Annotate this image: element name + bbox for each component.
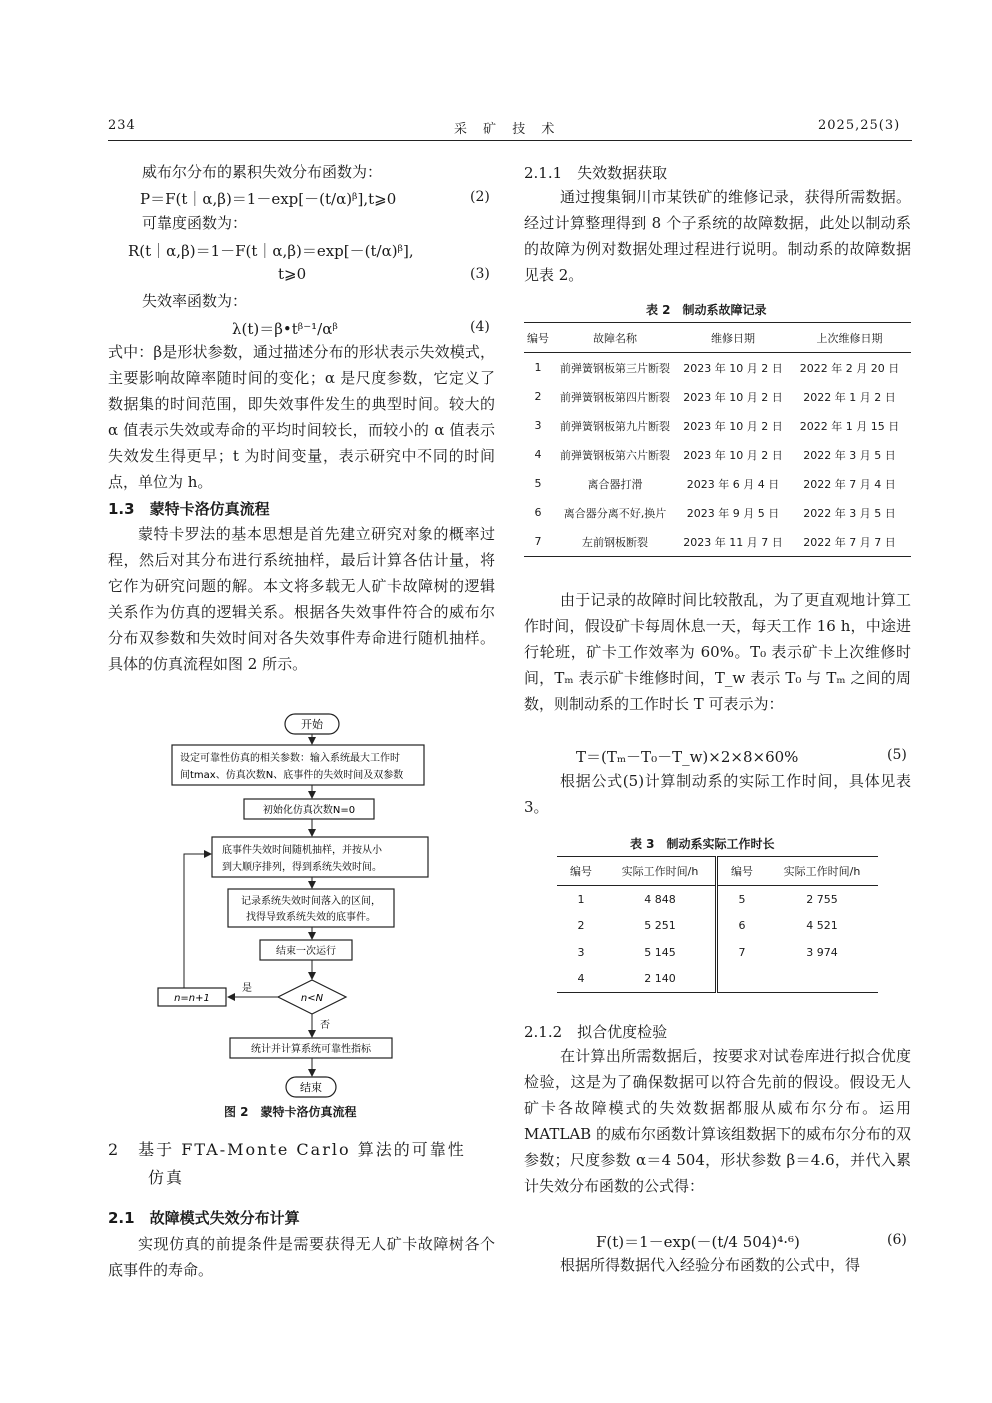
table-2-caption: 表 2 制动系故障记录 bbox=[646, 303, 767, 317]
init-counter-label: 初始化仿真次数N=0 bbox=[262, 805, 356, 816]
cell-fault: 前弹簧钢板第九片断裂 bbox=[560, 419, 670, 433]
equation-3-number: (3) bbox=[470, 266, 490, 282]
equation-2-number: (2) bbox=[470, 189, 490, 205]
section-2-1-1-heading: 2.1.1 失效数据获取 bbox=[524, 164, 668, 182]
failure-rate-lead: 失效率函数为： bbox=[142, 292, 248, 310]
table-row bbox=[557, 966, 878, 993]
table-header-row bbox=[524, 323, 911, 353]
cell-id-2 bbox=[717, 966, 767, 993]
col-repair-date: 维修日期 bbox=[678, 323, 788, 353]
cell-id-2: 5 bbox=[738, 892, 746, 906]
brake-failure-table bbox=[524, 322, 911, 557]
cell-id: 6 bbox=[534, 506, 542, 519]
cell-last-date: 2022 年 3 月 5 日 bbox=[803, 506, 896, 520]
no-label: 否 bbox=[320, 1020, 330, 1031]
cell-date: 2023 年 10 月 2 日 bbox=[683, 361, 783, 375]
col-last-repair-date: 上次维修日期 bbox=[788, 323, 911, 353]
cell-id-2: 6 bbox=[738, 919, 746, 933]
set-parameters-line2: 间tmax、仿真次数N、底事件的失效时间及双参数 bbox=[180, 770, 404, 781]
cell-last-date: 2022 年 7 月 7 日 bbox=[803, 535, 896, 549]
equation-5-number: (5) bbox=[887, 747, 907, 763]
equation-3-line2: t⩾0 bbox=[278, 265, 307, 283]
table-row bbox=[524, 527, 911, 557]
table-row bbox=[524, 411, 911, 440]
table-row bbox=[524, 440, 911, 469]
cell-hours: 4 848 bbox=[605, 886, 717, 913]
section-1-3-heading: 1.3 蒙特卡洛仿真流程 bbox=[108, 500, 270, 518]
yes-label: 是 bbox=[242, 983, 252, 994]
equation-5: T＝(Tₘ－T₀－T_w)×2×8×60% bbox=[576, 748, 799, 766]
section-2-heading-line2: 仿真 bbox=[148, 1168, 185, 1187]
monte-carlo-paragraph: 蒙特卡罗法的基本思想是首先建立研究对象的概率过程，然后对其分布进行系统抽样，最后计算各估计量，将它作为研究问题的解。本文将多载无人矿卡故障树的逻辑关系作为仿真的逻辑关系。根据各失效事件符合的威布尔分布双参数和失效时间对各失效事件寿命进行随机抽样。具体的仿真流程如图 2 所示。 bbox=[108, 525, 495, 673]
cell-date: 2023 年 9 月 5 日 bbox=[686, 506, 780, 520]
cell-id: 2 bbox=[534, 390, 542, 403]
section-2-1-2-heading: 2.1.2 拟合优度检验 bbox=[524, 1023, 668, 1041]
cell-date: 2023 年 10 月 2 日 bbox=[683, 448, 783, 462]
cell-id: 4 bbox=[577, 972, 585, 986]
equation-6-number: (6) bbox=[887, 1232, 907, 1248]
cell-hours-2: 2 755 bbox=[806, 892, 838, 906]
table-row bbox=[524, 382, 911, 411]
table-3-caption: 表 3 制动系实际工作时长 bbox=[630, 837, 775, 851]
random-sampling-line2: 到大顺序排列，得到系统失效时间。 bbox=[222, 862, 382, 873]
table-row bbox=[557, 886, 878, 913]
cell-last-date: 2022 年 7 月 4 日 bbox=[803, 477, 896, 491]
cell-date: 2023 年 10 月 2 日 bbox=[683, 419, 783, 433]
cell-date: 2023 年 11 月 7 日 bbox=[683, 535, 783, 549]
brake-working-hours-table bbox=[557, 856, 878, 993]
compute-indices-label: 统计并计算系统可靠性指标 bbox=[251, 1044, 371, 1055]
equation-3-line1: R(t｜α,β)＝1－F(t｜α,β)＝exp[－(t/α)ᵝ], bbox=[128, 242, 414, 260]
cell-hours: 5 251 bbox=[605, 913, 717, 940]
col-hours-2: 实际工作时间/h bbox=[766, 857, 878, 886]
cell-id: 2 bbox=[577, 919, 585, 933]
cell-hours: 5 145 bbox=[605, 939, 717, 966]
set-parameters-line1: 设定可靠性仿真的相关参数：输入系统最大工作时 bbox=[180, 753, 400, 764]
equation-2: P＝F(t｜α,β)＝1－exp[－(t/α)ᵝ],t⩾0 bbox=[140, 190, 397, 208]
cell-id: 7 bbox=[534, 535, 542, 548]
header-rule bbox=[108, 140, 912, 141]
figure-2-caption: 图 2 蒙特卡洛仿真流程 bbox=[224, 1105, 357, 1119]
reliability-lead: 可靠度函数为： bbox=[142, 214, 248, 232]
record-interval-line1: 记录系统失效时间落入的区间， bbox=[241, 896, 381, 907]
cell-hours-2 bbox=[766, 966, 878, 993]
cell-hours: 2 140 bbox=[605, 966, 717, 993]
table-header-row bbox=[557, 857, 878, 886]
record-interval-line2: 找得导致系统失效的底事件。 bbox=[246, 912, 376, 923]
weibull-cdf-lead: 威布尔分布的累积失效分布函数为： bbox=[142, 163, 383, 181]
cell-last-date: 2022 年 3 月 5 日 bbox=[803, 448, 896, 462]
parameter-explanation: 式中：β是形状参数，通过描述分布的形状表示失效模式，主要影响故障率随时间的变化；α 是尺度参数，它定义了数据集的时间范围，即失效事件发生的典型时间。较大的 α 值表示失效或寿命的平均时间较长，而较小的 α 值表示失效发生得更早；t 为时间变量，表示研究中不同的时间点，单位为 h。 bbox=[108, 343, 495, 491]
cell-hours-2: 4 521 bbox=[806, 919, 838, 933]
cell-fault: 前弹簧钢板第三片断裂 bbox=[560, 361, 670, 375]
table-row bbox=[524, 498, 911, 527]
section-2-1-heading: 2.1 故障模式失效分布计算 bbox=[108, 1209, 300, 1227]
random-sampling-line1: 底事件失效时间随机抽样，并按从小 bbox=[222, 845, 382, 856]
empirical-distribution-paragraph: 根据所得数据代入经验分布函数的公式中，得 bbox=[560, 1256, 861, 1274]
increment-label: n=n+1 bbox=[174, 993, 210, 1004]
cell-id: 3 bbox=[577, 945, 585, 959]
cell-date: 2023 年 10 月 2 日 bbox=[683, 390, 783, 404]
cell-fault: 左前钢板断裂 bbox=[582, 535, 648, 549]
table-row bbox=[524, 353, 911, 383]
table-row bbox=[557, 939, 878, 966]
cell-id-2: 7 bbox=[738, 945, 746, 959]
start-label: 开始 bbox=[301, 718, 323, 731]
working-time-paragraph: 由于记录的故障时间比较散乱，为了更直观地计算工作时间，假设矿卡每周休息一天，每天工作 16 h，中途进行轮班，矿卡工作效率为 60%。T₀ 表示矿卡上次维修时间，Tₘ 表示矿卡维修时间，T_w 表示 T₀ 与 Tₘ 之间的周数，则制动系的工作时长 T 可表示为： bbox=[524, 591, 911, 713]
goodness-of-fit-paragraph: 在计算出所需数据后，按要求对试卷库进行拟合优度检验，这是为了确保数据可以符合先前的假设。假设无人矿卡各故障模式的失效数据都服从威布尔分布。运用 MATLAB 的威布尔函数计算该组数据下的威布尔分布的双参数；尺度参数 α＝4 504，形状参数 β＝4.6，并代入累计失效分布函数的公式得： bbox=[524, 1047, 911, 1195]
table-row bbox=[524, 469, 911, 498]
cell-fault: 前弹簧钢板第四片断裂 bbox=[560, 390, 670, 404]
equation-4: λ(t)＝β•tᵝ⁻¹/αᵝ bbox=[232, 320, 338, 338]
cell-fault: 离合器打滑 bbox=[587, 477, 643, 491]
col-id: 编号 bbox=[524, 323, 552, 353]
cell-id: 1 bbox=[534, 361, 542, 374]
cell-fault: 离合器分离不好,换片 bbox=[563, 506, 667, 520]
cell-last-date: 2022 年 1 月 15 日 bbox=[799, 419, 900, 433]
decision-label: n<N bbox=[300, 993, 324, 1004]
journal-title: 采 矿 技 术 bbox=[454, 122, 561, 137]
cell-id: 5 bbox=[534, 477, 542, 490]
equation-4-number: (4) bbox=[470, 319, 490, 335]
data-acquisition-paragraph: 通过搜集铜川市某铁矿的维修记录，获得所需数据。经过计算整理得到 8 个子系统的故障数据，此处以制动系的故障为例对数据处理过程进行说明。制动系的故障数据见表 2。 bbox=[524, 188, 911, 284]
cell-last-date: 2022 年 1 月 2 日 bbox=[803, 390, 896, 404]
premise-paragraph: 实现仿真的前提条件是需要获得无人矿卡故障树各个底事件的寿命。 bbox=[108, 1235, 495, 1279]
col-fault-name: 故障名称 bbox=[552, 323, 678, 353]
cell-date: 2023 年 6 月 4 日 bbox=[686, 477, 780, 491]
end-run-label: 结束一次运行 bbox=[276, 946, 336, 957]
cell-last-date: 2022 年 2 月 20 日 bbox=[799, 361, 900, 375]
equation-6: F(t)＝1－exp(－(t/4 504)⁴·⁶) bbox=[596, 1233, 800, 1251]
col-id: 编号 bbox=[557, 857, 605, 886]
table-row bbox=[557, 913, 878, 940]
end-label: 结束 bbox=[300, 1081, 322, 1094]
cell-id: 3 bbox=[534, 419, 542, 432]
cell-id: 4 bbox=[534, 448, 542, 461]
issue-info: 2025,25(3) bbox=[818, 118, 901, 133]
cell-id: 1 bbox=[577, 892, 585, 906]
page-number: 234 bbox=[108, 118, 136, 133]
col-hours: 实际工作时间/h bbox=[605, 857, 717, 886]
simulation-flowchart bbox=[150, 712, 470, 1102]
cell-fault: 前弹簧钢板第六片断裂 bbox=[560, 448, 670, 462]
section-2-heading-line1: 2 基于 FTA-Monte Carlo 算法的可靠性 bbox=[108, 1140, 466, 1159]
col-id-2: 编号 bbox=[717, 857, 767, 886]
table3-intro-paragraph: 根据公式(5)计算制动系的实际工作时间，具体见表 3。 bbox=[524, 772, 911, 816]
cell-hours-2: 3 974 bbox=[806, 945, 838, 959]
